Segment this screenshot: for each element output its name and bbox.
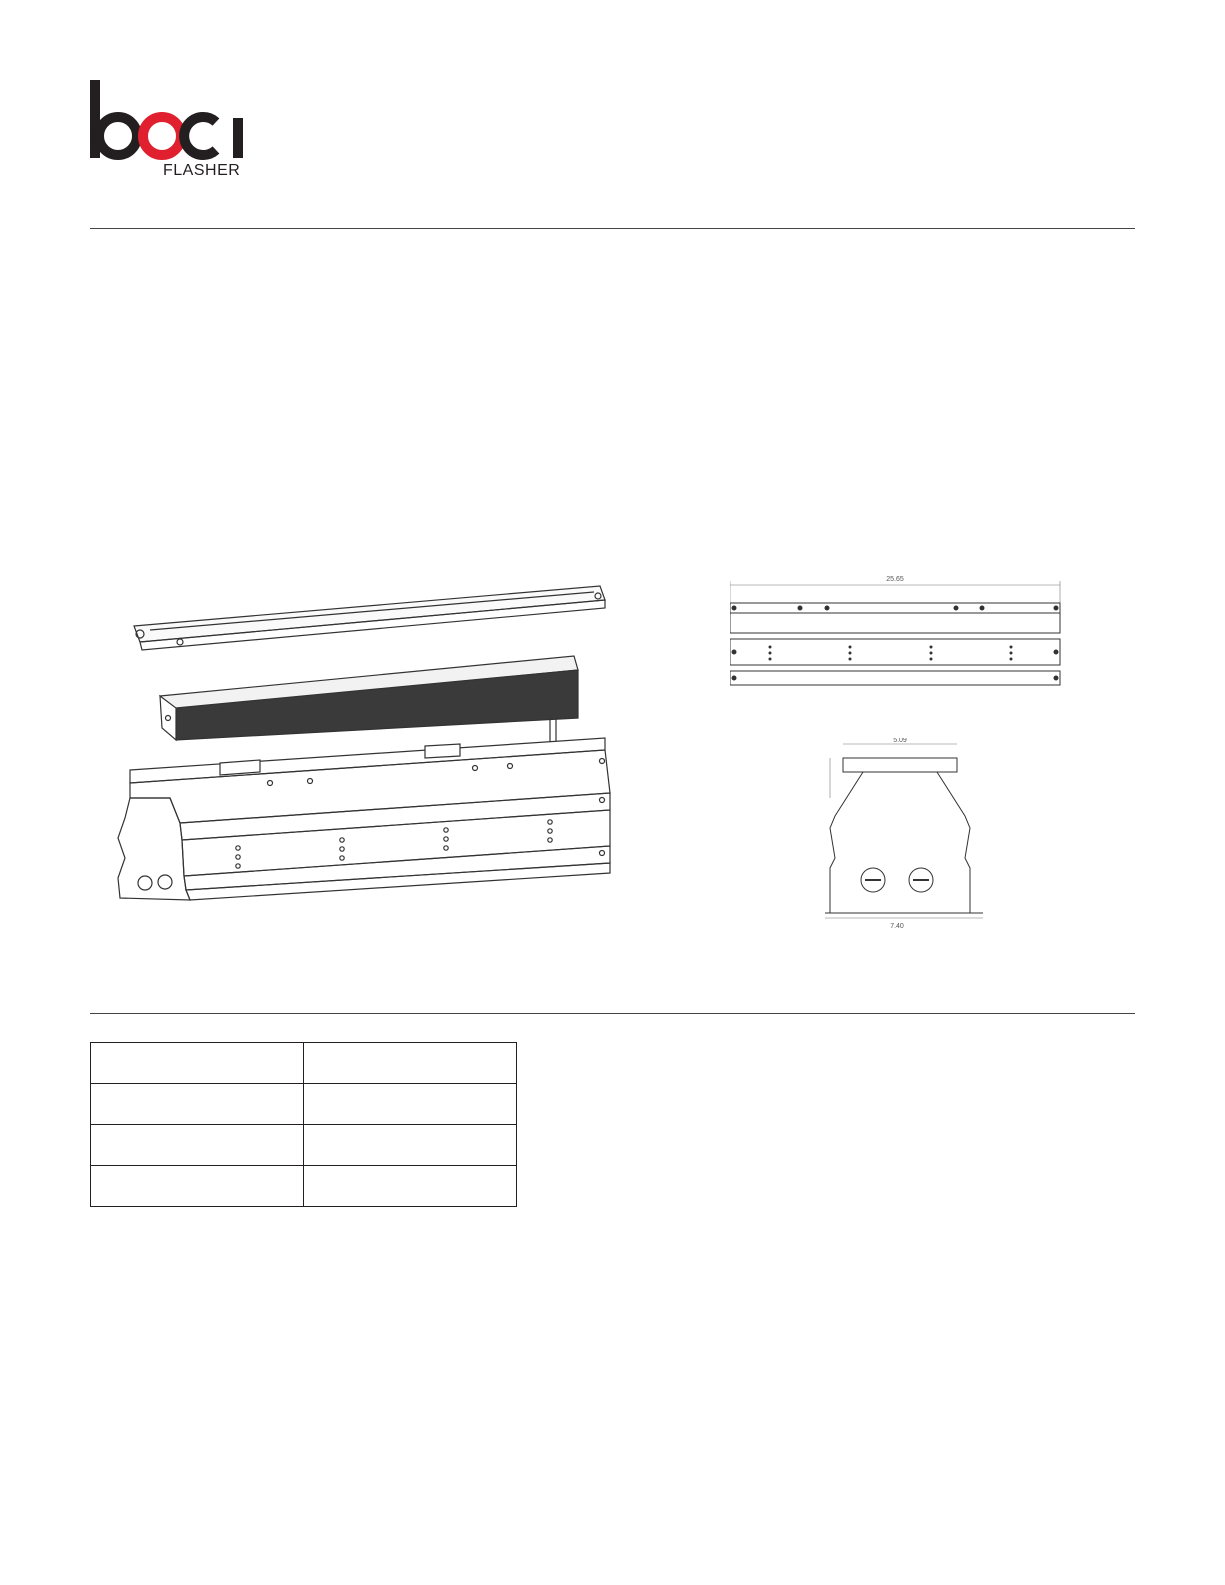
boca-wordmark <box>88 78 248 160</box>
spec-table <box>90 1042 517 1207</box>
table-cell <box>304 1166 517 1207</box>
side-top-dimension: 5.09 <box>893 738 907 744</box>
housing-part <box>118 738 610 900</box>
table-cell <box>91 1166 304 1207</box>
table-cell <box>304 1043 517 1084</box>
isometric-exploded-drawing <box>110 578 630 928</box>
table-row <box>91 1084 517 1125</box>
brand-subtitle: FLASHER <box>163 162 241 179</box>
top-divider <box>90 228 1135 229</box>
table-cell <box>304 1125 517 1166</box>
led-module-part <box>160 656 578 752</box>
side-bottom-dimension: 7.40 <box>890 923 904 930</box>
table-cell <box>91 1043 304 1084</box>
lens-cover-part <box>134 586 605 650</box>
side-section-drawing <box>825 738 995 936</box>
front-width-dimension: 25.65 <box>886 576 904 583</box>
middle-divider <box>90 1013 1135 1014</box>
brand-logo <box>88 78 248 180</box>
table-cell <box>304 1084 517 1125</box>
table-cell <box>91 1125 304 1166</box>
table-row <box>91 1043 517 1084</box>
table-row <box>91 1125 517 1166</box>
front-elevation-drawing <box>730 575 1075 700</box>
table-cell <box>91 1084 304 1125</box>
table-row <box>91 1166 517 1207</box>
